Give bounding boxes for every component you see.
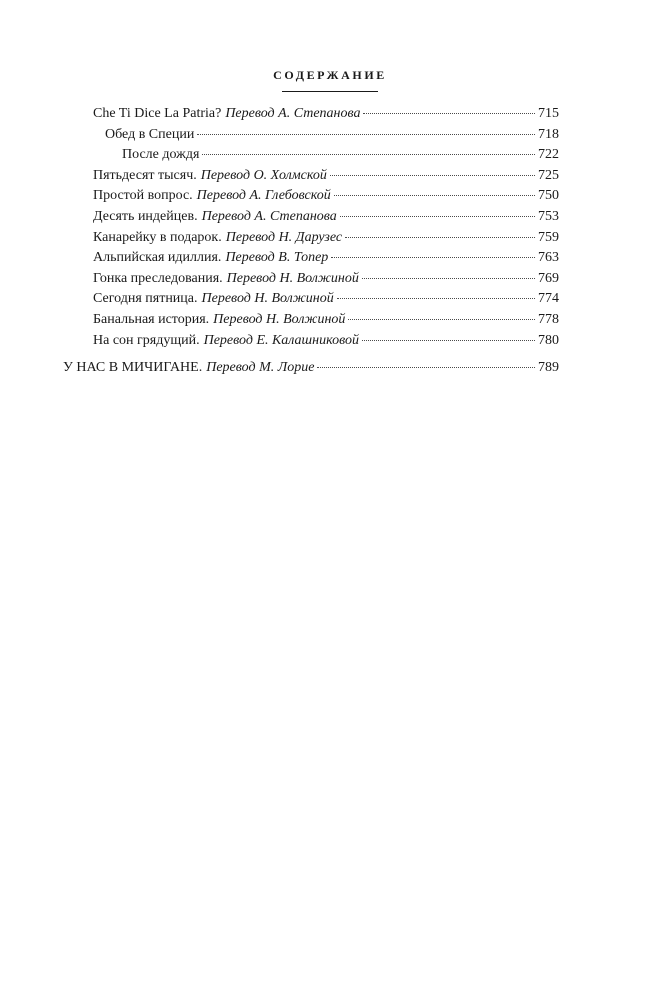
toc-entry (93, 310, 559, 331)
toc-entry-page: 753 (538, 208, 559, 224)
dot-leader (331, 257, 535, 258)
toc-entry-translator: Перевод А. Степанова (225, 106, 361, 121)
title-underline (282, 91, 378, 92)
toc-entry-title: Гонка преследования. (93, 270, 223, 286)
toc-entry (93, 228, 559, 249)
toc-entry (93, 269, 559, 290)
toc-section-page: 789 (538, 360, 559, 376)
toc-entry-page: 715 (538, 106, 559, 121)
toc-entry (93, 248, 559, 269)
dot-leader (362, 278, 535, 279)
toc-entry (93, 186, 559, 207)
toc-section-translator: Перевод М. Лорие (206, 360, 315, 376)
toc-entry (93, 166, 559, 187)
toc-entry-page: 774 (538, 291, 559, 307)
page-header (0, 66, 660, 92)
toc-entry-translator: Перевод О. Холмской (200, 167, 327, 183)
dot-leader (334, 195, 535, 196)
toc-entry-page: 759 (538, 229, 559, 245)
toc-entry-title: Канарейку в подарок. (93, 229, 222, 245)
toc-entry (93, 145, 559, 166)
dot-leader (363, 113, 535, 114)
dot-leader (197, 134, 535, 135)
toc-entry-title: Альпийская идиллия. (93, 250, 222, 266)
toc-entry-title: Сегодня пятница. (93, 291, 198, 307)
toc-entry-translator: Перевод Н. Волжиной (226, 270, 359, 286)
toc-entry-page: 718 (538, 126, 559, 142)
toc-entry-title: После дождя (122, 147, 200, 163)
toc-entry-translator: Перевод Е. Калашниковой (203, 332, 359, 348)
toc-entry (93, 125, 559, 146)
dot-leader (202, 154, 535, 155)
toc-entry-translator: Перевод В. Топер (225, 250, 329, 266)
toc-entry-title: Пятьдесят тысяч. (93, 167, 197, 183)
dot-leader (345, 237, 535, 238)
toc-entry-title: На сон грядущий. (93, 332, 200, 348)
dot-leader (337, 298, 535, 299)
dot-leader (330, 175, 535, 176)
toc-entry-page: 725 (538, 167, 559, 183)
toc-entry-title: Che Ti Dice La Patria? (93, 106, 222, 121)
page-title: СОДЕРЖАНИЕ (273, 68, 387, 82)
toc-entry-page: 750 (538, 188, 559, 204)
toc-entry-title: Банальная история. (93, 311, 210, 327)
dot-leader (348, 319, 535, 320)
toc-entry (93, 104, 559, 125)
toc-entry-translator: Перевод А. Степанова (201, 208, 337, 224)
toc-entry (93, 289, 559, 310)
toc-entry-page: 778 (538, 311, 559, 327)
toc-entry-title: Десять индейцев. (93, 208, 198, 224)
toc-entry-translator: Перевод А. Глебовской (196, 188, 331, 204)
toc-entry (93, 207, 559, 228)
toc-entry-translator: Перевод Н. Дарузес (225, 229, 343, 245)
dot-leader (362, 340, 535, 341)
toc-entry-translator: Перевод Н. Волжиной (201, 291, 334, 307)
toc-entry-page: 769 (538, 270, 559, 286)
toc-section-title: У НАС В МИЧИГАНЕ. (63, 360, 203, 376)
toc-section-entry (63, 358, 559, 379)
toc-entry-translator: Перевод Н. Волжиной (213, 311, 346, 327)
toc-entry-title: Обед в Специи (105, 126, 195, 142)
dot-leader (317, 367, 535, 368)
table-of-contents (63, 104, 559, 379)
toc-entry-title: Простой вопрос. (93, 188, 193, 204)
dot-leader (340, 216, 535, 217)
toc-entry-page: 763 (538, 250, 559, 266)
toc-entry-page: 722 (538, 147, 559, 163)
toc-entry-page: 780 (538, 332, 559, 348)
toc-entry (93, 331, 559, 352)
